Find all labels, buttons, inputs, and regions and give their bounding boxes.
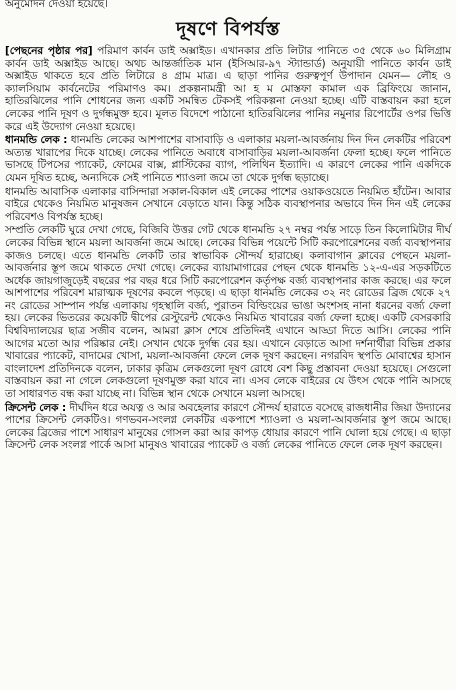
paragraph-text: পরিমাণ কার্বন ডাই অক্সাইড। এখানকার প্রতি লিটার পানিতে ৩৫ থেকে ৬০ মিলিগ্রাম কার্বন ডাই অক্সাইড আছে। অথচ আন্তর্জাতিক মান (ইসিআর-৯৭ স্ট্যান্ডার্ড) অনুযায়ী পানিতে কার্বন ডাই অক্সাইড থাকতে হবে প্রতি লিটারে ৪ গ্রাম মাত্র। এ ছাড়া পানির গুরুত্বপূর্ণ উপাদান যেমন— লৌহ ও ক্যালসিয়াম কার্বনেটের পরিমাণও কম। প্রকল্পনামন্ত্রী আ হ ম মোস্তফা কামাল এক ব্রিফিংয়ে জানান, হাতিরঝিলের পানি শোধনের জন্য একটি সমন্বিত টেকসই পরিকল্পনা নেওয়া হচ্ছে। এটি বাস্তবায়ন করা হলে লেকের পানি দূষণ ও দুর্গন্ধমুক্ত হবে। মূলত বিদেশে পাঠানো হাতিরঝিলের পানির নমুনার রিপোর্টের ওপর ভিত্তি করে এই উদ্যোগ নেওয়া হয়েছে। xyxy=(5,45,451,133)
section-lead-dhanmondi: ধানমন্ডি লেক : xyxy=(5,134,68,147)
paragraph-text: সম্প্রতি লেকটি ঘুরে দেখা গেছে, বিজিবি উত্তর গেট থেকে ধানমন্ডি ২৭ নম্বর পর্যন্ত সাড়ে তিন কিলোমিটার দীর্ঘ লেকের বিভিন্ন স্থানে ময়লা আবর্জনা জমে আছে। লেকের বিভিন্ন পয়েন্টে সিটি করপোরেশনের বর্জ্য ব্যবস্থাপনার কাজও চলছে। এতে ধানমন্ডি লেকটি তার স্বাভাবিক সৌন্দর্য হারাচ্ছে। কলাবাগান ক্লাবের পেছনে ময়লা-আবর্জনার স্তূপ জমে থাকতে দেখা গেছে। লেকের ব্যায়ামাগারের পেছন থেকে ধানমন্ডি ১২-এ-এর সড়কটিতে অর্ধেক জায়গাজুড়েই বছরের পর বছর ধরে সিটি করপোরেশন কর্তৃপক্ষ বর্জ্য ব্যবস্থাপনার কাজ করছে। এর ফলে আশপাশের পরিবেশ মারাত্মক দূষণের কবলে পড়ছে। এ ছাড়া ধানমন্ডি লেকের ৩২ নং রোডের ব্রিজ থেকে ২৭ নং রোডের সাম্পান পর্যন্ত এলাকায় গৃহস্থালি বর্জ্য, পুরাতন বিল্ডিংয়ের ভাঙা অংশসহ নানা ধরনের বর্জ্য ফেলা হয়। লেকের ভিতরের কয়েকটি দ্বীপের রেস্টুরেন্ট থেকেও নিয়মিত খাবারের বর্জ্য ফেলা হচ্ছে। একটি বেসরকারি বিশ্ববিদ্যালয়ের ছাত্র সজীব বলেন, আমরা ক্লাস শেষে প্রতিদিনই এখানে আড্ডা দিতে আসি। লেকের পানি আগের মতো আর পরিষ্কার নেই। সেখান থেকে দুর্গন্ধ বের হয়। এখানে বেড়াতে আসা দর্শনার্থীরা বিভিন্ন প্রকার খাবারের প্যাকেট, বাদামের খোসা, ময়লা-আবর্জনা ফেলে লেক দূষণ করছেন। নগরবিদ স্থপতি মোবাশ্বের হাসান বাংলাদেশ প্রতিদিনকে বলেন, ঢাকার কৃত্রিম লেকগুলো দূষণ রোধে বেশ কিছু প্রস্তাবনা দেওয়া হয়েছে। সেগুলো বাস্তবায়ন করা না গেলে লেকগুলো দূষণমুক্ত করা যাবে না। এসব লেকে বাইরের যে উৎস থেকে পানি আসছে তা সাধারণত বন্ধ করা যাচ্ছে না। বিভিন্ন স্থান থেকে সেখানে ময়লা আসছে। xyxy=(5,224,451,401)
article-paragraph-5 xyxy=(5,402,451,452)
article-body xyxy=(5,45,451,452)
article-headline: দূষণে বিপর্যস্ত xyxy=(176,18,280,40)
paragraph-text: ধানমন্ডি আবাসিক এলাকার বাসিন্দারা সকাল-বিকাল এই লেকের পাশের ওয়াকওয়েতে নিয়মিত হাঁটেন। আবার বাইরে থেকেও নিয়মিত মানুষজন সেখানে বেড়াতে যান। কিন্তু সঠিক ব্যবস্থাপনার অভাবে দিন দিন এই লেকের পরিবেশও বিপর্যস্ত হচ্ছে। xyxy=(5,185,451,223)
article-paragraph-2 xyxy=(5,134,451,184)
section-lead-crescent: ক্রিসেন্ট লেক : xyxy=(5,401,67,414)
paragraph-text: দীর্ঘদিন ধরে অযত্ন ও আর অবহেলার কারণে সৌন্দর্য হারাতে বসেছে রাজধানীর জিয়া উদ্যানের পাশের ক্রিসেন্ট লেকটিও। গণভবন-সংলগ্ন লেকটির একপাশে শ্যাওলা ও ময়লা-আবর্জনার স্তূপ জমে আছে। লেকের ব্রিজের পাশে সাধারণ মানুষের গোসল করা আর কাপড় ধোয়ার কারণে পানি ঘোলা হয়ে গেছে। এ ছাড়া ক্রিসেন্ট লেক সংলগ্ন পার্কে আসা মানুষও খাবারের প্যাকেট ও বর্জ্য লেকের পানিতে ফেলে লেক দূষণ করছেন। xyxy=(5,401,451,452)
article-paragraph-4 xyxy=(5,224,451,400)
paragraph-text: ধানমন্ডি লেকের আশপাশের বাসাবাড়ি ও এলাকার ময়লা-আবর্জনায় দিন দিন লেকটির পরিবেশ অত্যন্ত খারাপের দিকে যাচ্ছে। লেকের পানিতে অবাধে বাসাবাড়ির ময়লা-আবর্জনা ফেলা হচ্ছে। ফলে পানিতে ভাসছে টিপসের প্যাকেট, ফোমের বাক্স, প্লাস্টিকের ব্যাগ, পলিথিন ইত্যাদি। এ কারণে লেকের পানি একদিকে যেমন দূষিত হচ্ছে, অন্যদিকে সেই পানিতে শ্যাওলা জমে তা থেকে দুর্গন্ধ ছড়াচ্ছে। xyxy=(5,134,451,184)
article-paragraph-1 xyxy=(5,45,451,133)
previous-article-tail: অনুমোদন দেওয়া হয়েছে। xyxy=(5,0,108,10)
continuation-marker: [পেছনের পৃষ্ঠার পর] xyxy=(5,45,93,57)
article-paragraph-3 xyxy=(5,186,451,224)
